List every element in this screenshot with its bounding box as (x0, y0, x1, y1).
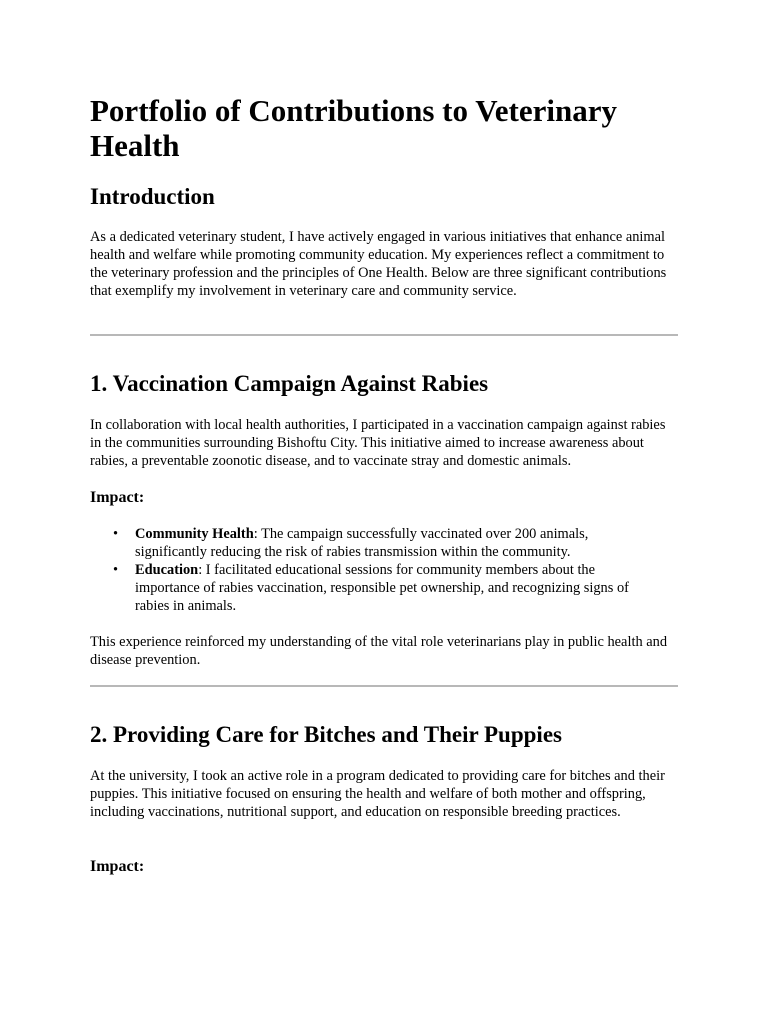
section-divider (90, 685, 678, 687)
section2-heading: 2. Providing Care for Bitches and Their Puppies (90, 722, 562, 747)
introduction-paragraph: As a dedicated veterinary student, I have actively engaged in various initiatives that enhance animal health and welfare while promoting community education. My experiences reflect a commitment to the veterinary profession and the principles of One Health. Below are three significant contributions that exemplify my involvement in veterinary care and community service. (90, 229, 667, 299)
introduction-heading: Introduction (90, 184, 215, 209)
impact-text: : I facilitated educational sessions for community members about the importance of rabies vaccination, responsible pet ownership, and recognizing signs of rabies in animals. (135, 562, 629, 614)
list-item (90, 525, 655, 561)
page-title: Portfolio of Contributions to Veterinary Health (90, 93, 617, 163)
section1-paragraph: In collaboration with local health authorities, I participated in a vaccination campaign against rabies in the communities surrounding Bishoftu City. This initiative aimed to increase awareness about rabies, a preventable zoonotic disease, and to vaccinate stray and domestic animals. (90, 417, 666, 469)
section1-impact-list (90, 525, 678, 615)
bullet-icon: • (113, 526, 119, 542)
impact-label: Education (135, 562, 199, 578)
impact-label: Community Health (135, 526, 254, 542)
section2-paragraph: At the university, I took an active role in a program dedicated to providing care for bitches and their puppies. This initiative focused on ensuring the health and welfare of both mother and offspring, including vaccinations, nutritional support, and education on responsible breeding practices. (90, 768, 665, 820)
section1-conclusion: This experience reinforced my understanding of the vital role veterinarians play in public health and disease prevention. (90, 634, 668, 668)
section2-impact-heading: Impact: (90, 858, 145, 875)
list-item (90, 561, 655, 615)
bullet-icon: • (113, 562, 119, 578)
section-divider (90, 334, 678, 336)
section1-impact-heading: Impact: (90, 489, 145, 506)
section1-heading: 1. Vaccination Campaign Against Rabies (90, 371, 489, 396)
impact-text: : The campaign successfully vaccinated over 200 animals, significantly reducing the risk of rabies transmission within the community. (135, 526, 589, 560)
